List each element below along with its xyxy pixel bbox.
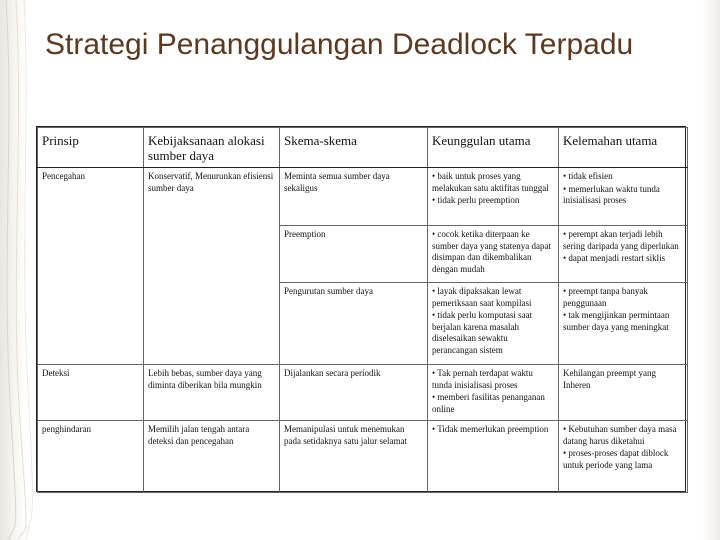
kelemahan-point: • tak mengijinkan permintaan sumber daya yang meningkat (563, 310, 670, 332)
keunggulan-cell (428, 421, 559, 493)
keunggulan-point: • baik untuk proses yang melakukan satu aktifitas tunggal (432, 171, 549, 193)
keunggulan-point: • Tidak memerlukan preemption (432, 424, 549, 434)
keunggulan-point: • cocok ketika diterpaan ke sumber daya yang statenya dapat disimpan dan dikembalikan dengan mudah (432, 229, 551, 274)
kelemahan-cell (559, 226, 688, 283)
keunggulan-cell (428, 168, 559, 226)
header-kelemahan: Kelemahan utama (559, 128, 688, 168)
skema-cell: Memanipulasi untuk menemukan pada setidaknya satu jalur selamat (280, 421, 428, 493)
table-row (38, 168, 688, 226)
header-keunggulan: Keunggulan utama (428, 128, 559, 168)
keunggulan-point: • Tak pernah terdapat waktu tunda inisialisasi proses (432, 368, 533, 390)
kebijaksanaan-cell: Konservatif, Menurunkan efisiensi sumber daya (144, 168, 280, 365)
keunggulan-point: • layak dipaksakan lewat pemeriksaan saat kompilasi (432, 286, 532, 308)
keunggulan-point: • tidak perlu komputasi saat berjalan karena masalah diselesaikan sewaktu perancangan sistem (432, 310, 533, 355)
kelemahan-point: • preempt tanpa banyak penggunaan (563, 286, 648, 308)
keunggulan-cell (428, 283, 559, 365)
kebijaksanaan-cell: Memilih jalan tengah antara deteksi dan pencegahan (144, 421, 280, 493)
slide-title: Strategi Penanggulangan Deadlock Terpadu (45, 28, 634, 61)
skema-cell: Pengurutan sumber daya (280, 283, 428, 365)
header-skema: Skema-skema (280, 128, 428, 168)
kelemahan-point: • perempt akan terjadi lebih sering daripada yang diperlukan (563, 229, 679, 251)
table-header-row (38, 128, 688, 168)
strategy-table (37, 127, 688, 493)
kelemahan-cell (559, 168, 688, 226)
keunggulan-cell (428, 365, 559, 421)
strategy-table-frame (36, 126, 686, 492)
skema-cell: Meminta semua sumber daya sekaligus (280, 168, 428, 226)
kelemahan-point: • tidak efisien (563, 171, 613, 181)
prinsip-cell: penghindaran (38, 421, 144, 493)
slide-right-decoration (702, 0, 720, 540)
table-row (38, 421, 688, 493)
kelemahan-point: Kehilangan preempt yang Inheren (563, 368, 656, 390)
kelemahan-cell (559, 365, 688, 421)
slide-left-lines-decoration (0, 0, 40, 540)
skema-cell: Preemption (280, 226, 428, 283)
keunggulan-point: • tidak perlu preemption (432, 195, 520, 206)
kelemahan-point: • memerlukan waktu tunda inisialisasi proses (563, 183, 660, 206)
skema-cell: Dijalankan secara periodik (280, 365, 428, 421)
kelemahan-cell (559, 421, 688, 493)
keunggulan-cell (428, 226, 559, 283)
table-row (38, 365, 688, 421)
header-prinsip: Prinsip (38, 128, 144, 168)
kelemahan-point: • dapat menjadi restart siklis (563, 253, 666, 264)
kelemahan-cell (559, 283, 688, 365)
keunggulan-point: • memberi fasilitas penanganan online (432, 392, 545, 414)
kelemahan-point: • proses-proses dapat diblock untuk periode yang lama (563, 448, 669, 470)
prinsip-cell: Pencegahan (38, 168, 144, 365)
prinsip-cell: Deteksi (38, 365, 144, 421)
header-kebijaksanaan: Kebijaksanaan alokasi sumber daya (144, 128, 280, 168)
kelemahan-point: • Kebutuhan sumber daya masa datang harus diketahui (563, 424, 677, 446)
kebijaksanaan-cell: Lebih bebas, sumber daya yang diminta diberikan bila mungkin (144, 365, 280, 421)
